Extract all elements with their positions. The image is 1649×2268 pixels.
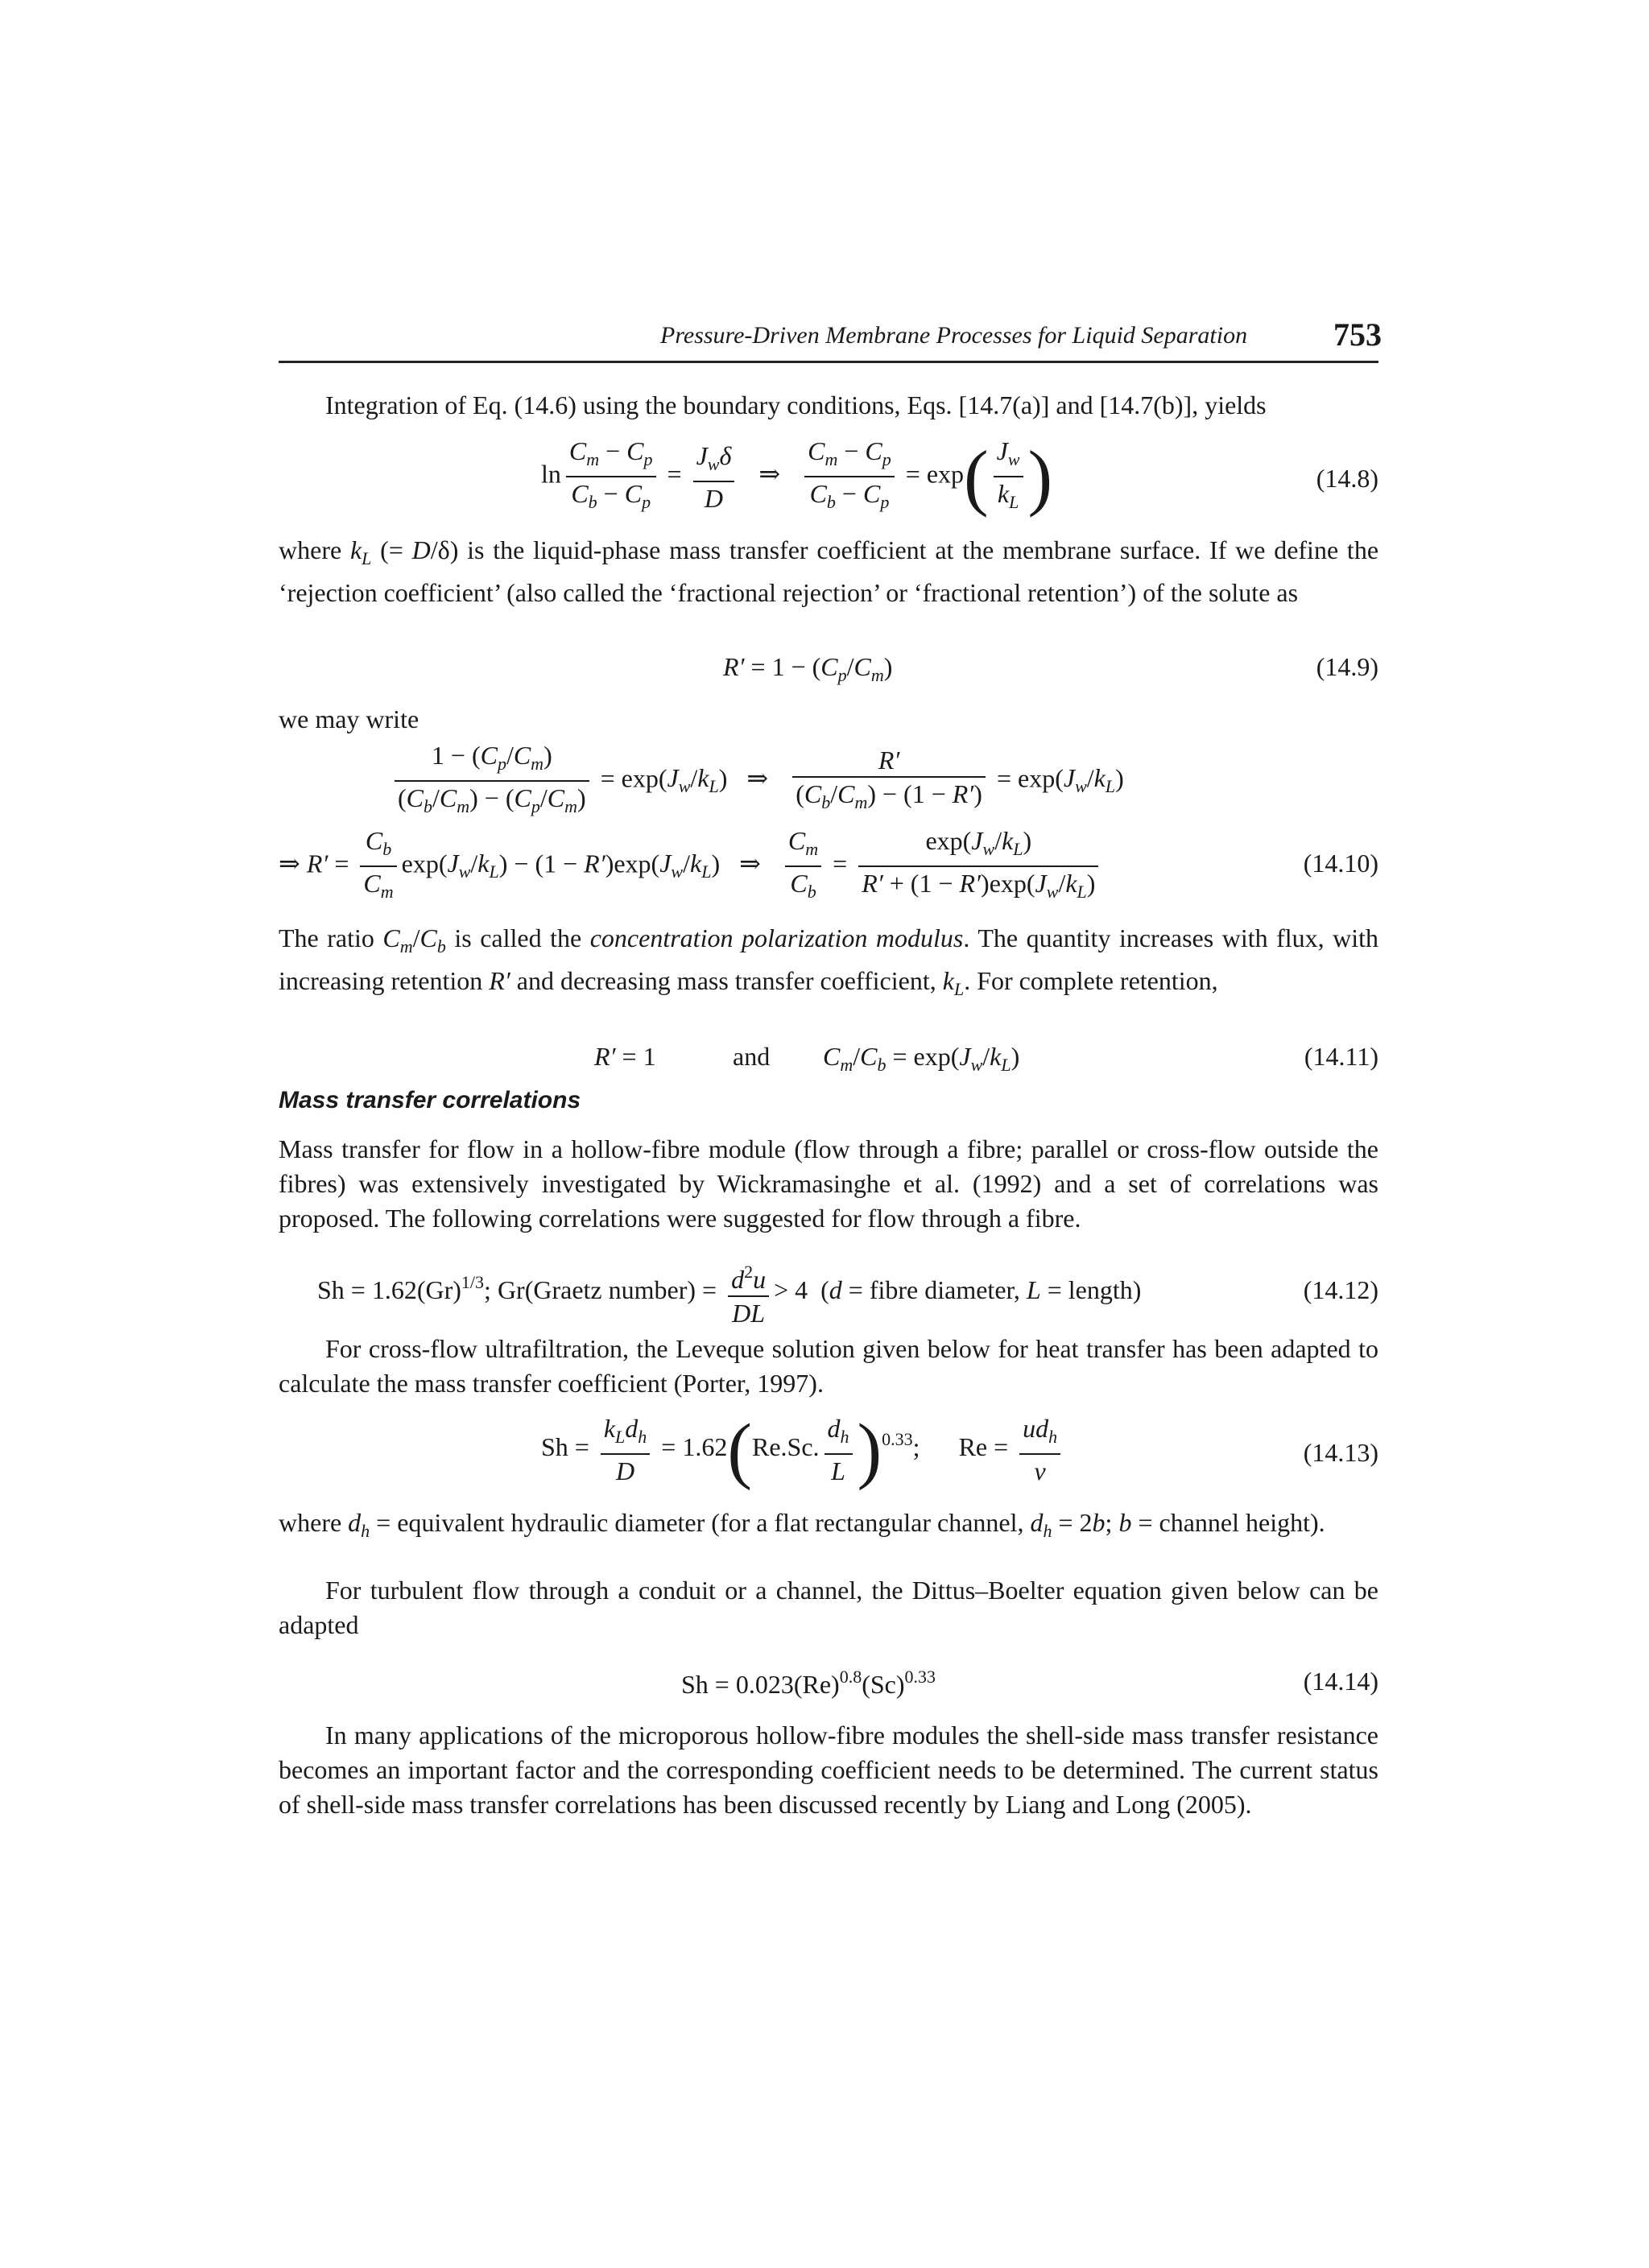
equation-14-8: ln $\frac{C_m - C_p}{C_b - C_p}$ = $\frac{J_w\delta}{D}$ ⇒ $\frac{C_m - C_p}{C_b - C_p}$ = exp( $\frac{J_w}{k_L}$ ) — [541, 436, 1053, 518]
equation-number-14-11: (14.11) — [1304, 1042, 1378, 1071]
equation-number-14-8: (14.8) — [1316, 464, 1378, 493]
equation-number-14-9: (14.9) — [1316, 652, 1378, 681]
and-word: and — [733, 1042, 771, 1071]
equation-number-14-13: (14.13) — [1303, 1438, 1378, 1467]
leveque-paragraph: For cross-flow ultrafiltration, the Leveque solution given below for heat transfer has been adapted to calculate the mass transfer coefficient (Porter, 1997). — [279, 1334, 1378, 1398]
we-may-write: we may write — [279, 704, 419, 733]
equation-number-14-14: (14.14) — [1303, 1667, 1378, 1696]
dh-paragraph: where $d_h$ = equivalent hydraulic diameter (for a flat rectangular channel, $d_h = 2b$; b = channel height). — [279, 1508, 1325, 1541]
equation-14-14: $Sh = 0.023(Re)^{0.8}(Sc)^{0.33}$ — [681, 1667, 936, 1699]
equation-14-12: $Sh = 1.62(Gr)^{1/3}$; Gr(Graetz number) = $\frac{d^2u}{DL}$ > 4 (d = fibre diameter, L = length) — [317, 1256, 1141, 1329]
dittus-paragraph: For turbulent flow through a conduit or a channel, the Dittus–Boelter equation given below can be adapted — [279, 1576, 1378, 1639]
equation-14-9: $R' = 1 - (C_p/C_m)$ — [723, 652, 893, 685]
running-title: Pressure-Driven Membrane Processes for Liquid Separation — [660, 322, 1248, 349]
closing-paragraph: In many applications of the microporous hollow-fibre modules the shell-side mass transfer resistance becomes an important factor and the corresponding coefficient needs to be determined. The current status of shell-side mass transfer correlations has been discussed recently by Liang and Long (2005). — [279, 1721, 1378, 1819]
equation-14-10-line-2: ⇒ R′ = $\frac{C_b}{C_m}$ $\exp(J_w/k_L) - (1 - R')\exp(J_w/k_L)$ ⇒ $\frac{C_m}{C_b}$ = $\frac{\exp(J_w/k_L)}{R' + (1 - R')\exp(J_w/k_L)}$ — [279, 824, 1103, 908]
kl-paragraph: where $k_L$ (= D/δ) is the liquid-phase mass transfer coefficient at the membrane surface. If we define the ‘rejection coefficient’ (also called the ‘fractional rejection’ or ‘fractional retention’) of the solute as — [279, 535, 1379, 607]
equation-14-11-part-2: $C_m/C_b = \exp(J_w/k_L)$ — [823, 1042, 1020, 1075]
hollow-fibre-paragraph: Mass transfer for flow in a hollow-fibre module (flow through a fibre; parallel or cross-flow outside the fibres) was extensively investigated by Wickramasinghe et al. (1992) and a set of correlations was proposed. The following correlations were suggested for flow through a fibre. — [279, 1134, 1378, 1233]
intro-paragraph: Integration of Eq. (14.6) using the boundary conditions, Eqs. [14.7(a)] and [14.7(b)], yields — [325, 390, 1267, 419]
equation-14-11: R′ = 1 — [594, 1042, 656, 1071]
equation-14-13: Sh = $\frac{k_Ld_h}{D}$ = 1.62(Re.Sc. $\frac{d_h}{L}$ )$^{0.33}$; Re = $\frac{ud_h}{\nu}$ — [541, 1412, 1065, 1487]
equation-number-14-10: (14.10) — [1303, 849, 1378, 878]
header-rule — [279, 361, 1378, 363]
equation-number-14-12: (14.12) — [1303, 1275, 1378, 1304]
page-number: 753 — [1333, 316, 1382, 353]
section-heading: Mass transfer correlations — [279, 1087, 581, 1113]
equation-14-10-line-1: $\frac{1 - (C_p/C_m)}{(C_b/C_m) - (C_p/C_m)}$ = $\exp(J_w/k_L)$ ⇒ $\frac{R'}{(C_b/C_m) - (1 - R')}$ = $\exp(J_w/k_L)$ — [390, 739, 1124, 823]
ratio-paragraph: The ratio $C_m/C_b$ is called the concentration polarization modulus. The quantity increases with flux, with increasing retention R′ and decreasing mass transfer coefficient, $k_L$. For complete retention, — [279, 923, 1379, 999]
